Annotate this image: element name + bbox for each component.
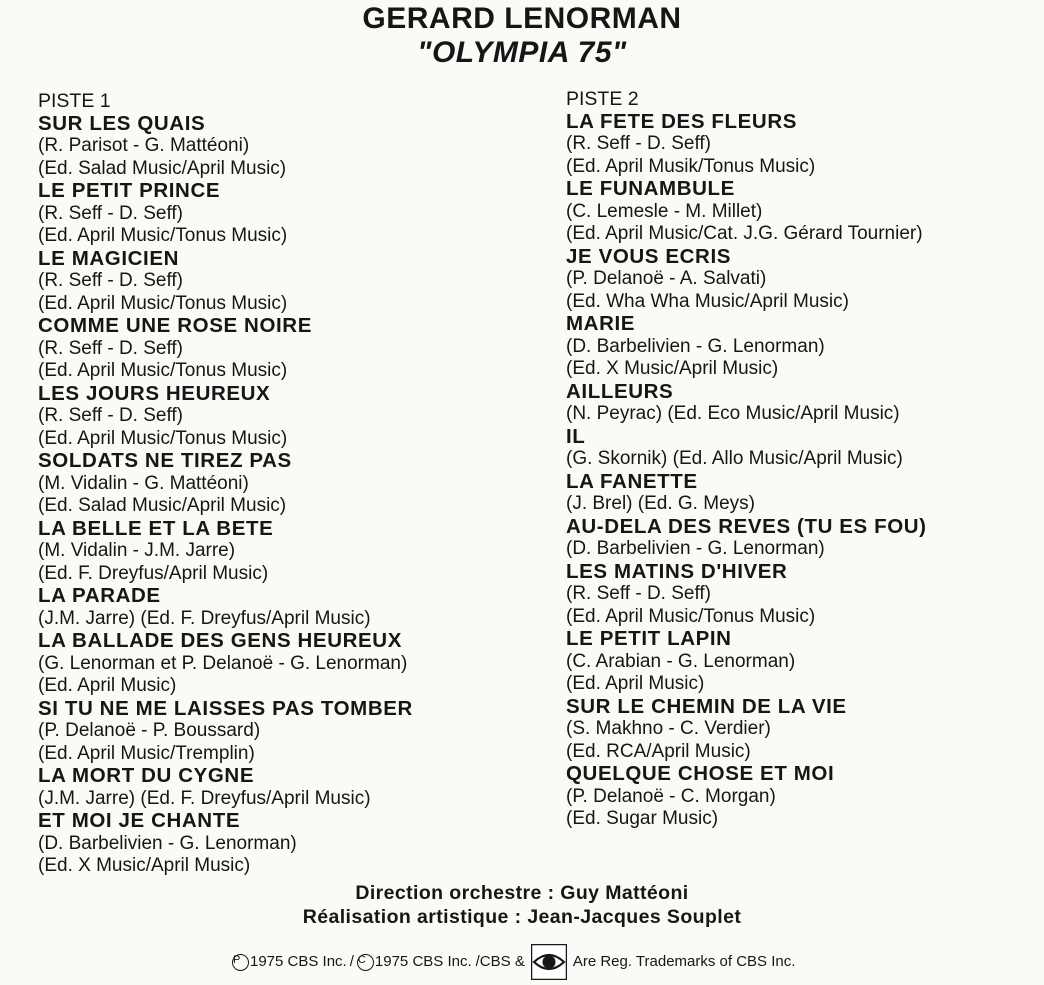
track-publisher: (Ed. April Musik/Tonus Music) xyxy=(566,155,816,177)
realisation-credit: Réalisation artistique : Jean-Jacques Souplet xyxy=(302,906,742,928)
track-list-side-1 xyxy=(38,90,528,878)
credits xyxy=(0,881,1044,929)
track-publisher: (Ed. X Music/April Music) xyxy=(566,358,779,379)
track-publisher: (Ed. April Music/Tonus Music) xyxy=(566,605,816,627)
track-publisher: (Ed. Salad Music/April Music) xyxy=(38,157,287,179)
track-publisher: (Ed. April Music) xyxy=(566,673,705,694)
track-title: LA FETE DES FLEURS xyxy=(566,109,797,133)
separator: / xyxy=(349,953,354,970)
track-publisher: (Ed. Salad Music/April Music) xyxy=(38,495,287,516)
track-credits: (R. Seff - D. Seff) xyxy=(38,202,184,224)
phonogram-text: 1975 CBS Inc. xyxy=(250,953,347,970)
track-item xyxy=(38,450,528,518)
track-title: LES JOURS HEUREUX xyxy=(38,381,271,405)
artist-name: GERARD LENORMAN xyxy=(362,2,682,35)
track-item xyxy=(38,315,528,383)
track-item xyxy=(566,111,1036,179)
track-title: SI TU NE ME LAISSES PAS TOMBER xyxy=(38,696,413,720)
track-publisher: (Ed. April Music/Cat. J.G. Gérard Tournier) xyxy=(566,223,923,244)
side-label: PISTE 2 xyxy=(566,88,639,110)
track-item xyxy=(38,630,528,698)
track-publisher: (Ed. X Music/April Music) xyxy=(38,855,251,876)
track-item xyxy=(566,516,1036,561)
track-item xyxy=(566,313,1036,381)
track-publisher: (Ed. April Music/Tonus Music) xyxy=(38,360,288,381)
track-title: LE PETIT PRINCE xyxy=(38,179,221,202)
track-item xyxy=(38,765,528,810)
track-item xyxy=(566,246,1036,314)
track-item xyxy=(566,561,1036,629)
track-publisher: (Ed. F. Dreyfus/April Music) xyxy=(38,562,269,584)
track-title: LE MAGICIEN xyxy=(38,246,179,270)
track-item xyxy=(566,426,1036,471)
track-publisher: (Ed. Sugar Music) xyxy=(566,808,719,829)
track-title: JE VOUS ECRIS xyxy=(566,244,732,268)
track-title: LA FANETTE xyxy=(566,469,698,493)
track-credits: (J. Brel) (Ed. G. Meys) xyxy=(566,493,755,514)
track-title: LE FUNAMBULE xyxy=(566,177,735,200)
trademark-text: Are Reg. Trademarks of CBS Inc. xyxy=(572,953,796,970)
track-credits: (P. Delanoë - C. Morgan) xyxy=(566,785,776,807)
copyright-symbol: C xyxy=(357,954,374,971)
copyright-text: 1975 CBS Inc. xyxy=(374,953,472,970)
track-title: LA MORT DU CYGNE xyxy=(38,764,255,787)
track-item xyxy=(566,178,1036,246)
track-credits: (N. Peyrac) (Ed. Eco Music/April Music) xyxy=(566,403,900,424)
track-list xyxy=(38,113,528,878)
track-credits: (R. Seff - D. Seff) xyxy=(566,133,712,154)
track-credits: (R. Seff - D. Seff) xyxy=(566,583,712,604)
track-credits: (P. Delanoë - A. Salvati) xyxy=(566,268,767,289)
track-list xyxy=(566,111,1036,831)
track-title: LA PARADE xyxy=(38,584,161,607)
cbs-eye-logo-icon xyxy=(531,944,567,980)
track-credits: (J.M. Jarre) (Ed. F. Dreyfus/April Music) xyxy=(38,607,371,629)
track-credits: (C. Arabian - G. Lenorman) xyxy=(566,650,796,672)
track-item xyxy=(38,518,528,586)
track-publisher: (Ed. RCA/April Music) xyxy=(566,740,751,762)
track-credits: (S. Makhno - C. Verdier) xyxy=(566,718,771,739)
track-credits: (D. Barbelivien - G. Lenorman) xyxy=(38,832,297,854)
track-item xyxy=(38,698,528,766)
track-credits: (R. Parisot - G. Mattéoni) xyxy=(38,135,250,156)
track-credits: (P. Delanoë - P. Boussard) xyxy=(38,720,261,741)
track-title: AU-DELA DES REVES (TU ES FOU) xyxy=(566,514,927,538)
track-title: LE PETIT LAPIN xyxy=(566,627,732,650)
track-title: SUR LES QUAIS xyxy=(38,111,206,135)
track-item xyxy=(566,381,1036,426)
track-title: MARIE xyxy=(566,312,636,335)
track-credits: (C. Lemesle - M. Millet) xyxy=(566,200,763,222)
track-title: LA BALLADE DES GENS HEUREUX xyxy=(38,629,402,652)
header xyxy=(0,2,1044,70)
track-item xyxy=(38,810,528,878)
track-publisher: (Ed. Wha Wha Music/April Music) xyxy=(566,290,849,312)
track-credits: (R. Seff - D. Seff) xyxy=(38,405,184,426)
track-item xyxy=(38,113,528,181)
track-item xyxy=(38,383,528,451)
track-item xyxy=(566,763,1036,831)
track-item xyxy=(38,180,528,248)
track-credits: (M. Vidalin - G. Mattéoni) xyxy=(38,472,249,494)
cbs-text: /CBS & xyxy=(475,953,525,970)
track-title: AILLEURS xyxy=(566,379,674,403)
track-title: SUR LE CHEMIN DE LA VIE xyxy=(566,694,847,718)
track-item xyxy=(566,471,1036,516)
phonogram-symbol: P xyxy=(232,954,249,971)
track-credits: (D. Barbelivien - G. Lenorman) xyxy=(566,538,825,559)
track-credits: (M. Vidalin - J.M. Jarre) xyxy=(38,540,236,561)
track-title: COMME UNE ROSE NOIRE xyxy=(38,314,312,337)
direction-credit: Direction orchestre : Guy Mattéoni xyxy=(355,882,689,904)
track-publisher: (Ed. April Music/Tremplin) xyxy=(38,742,255,764)
track-item xyxy=(38,248,528,316)
track-credits: (G. Lenorman et P. Delanoë - G. Lenorman) xyxy=(38,652,408,674)
track-publisher: (Ed. April Music/Tonus Music) xyxy=(38,427,288,449)
track-title: LES MATINS D'HIVER xyxy=(566,559,788,583)
track-credits: (D. Barbelivien - G. Lenorman) xyxy=(566,335,825,357)
track-publisher: (Ed. April Music/Tonus Music) xyxy=(38,225,288,246)
track-title: ET MOI JE CHANTE xyxy=(38,809,241,832)
track-publisher: (Ed. April Music/Tonus Music) xyxy=(38,292,288,314)
side-label: PISTE 1 xyxy=(38,90,111,112)
track-credits: (R. Seff - D. Seff) xyxy=(38,270,184,291)
copyright-line xyxy=(232,944,795,980)
track-title: SOLDATS NE TIREZ PAS xyxy=(38,449,292,472)
track-title: LA BELLE ET LA BETE xyxy=(38,516,274,540)
track-title: IL xyxy=(566,424,586,448)
track-title: QUELQUE CHOSE ET MOI xyxy=(566,762,835,785)
track-publisher: (Ed. April Music) xyxy=(38,675,177,696)
track-credits: (G. Skornik) (Ed. Allo Music/April Music) xyxy=(566,448,903,469)
track-item xyxy=(566,696,1036,764)
track-credits: (J.M. Jarre) (Ed. F. Dreyfus/April Music) xyxy=(38,787,371,809)
track-item xyxy=(38,585,528,630)
track-item xyxy=(566,628,1036,696)
album-title: "OLYMPIA 75" xyxy=(417,36,627,69)
track-list-side-2 xyxy=(566,88,1036,831)
track-credits: (R. Seff - D. Seff) xyxy=(38,337,184,359)
